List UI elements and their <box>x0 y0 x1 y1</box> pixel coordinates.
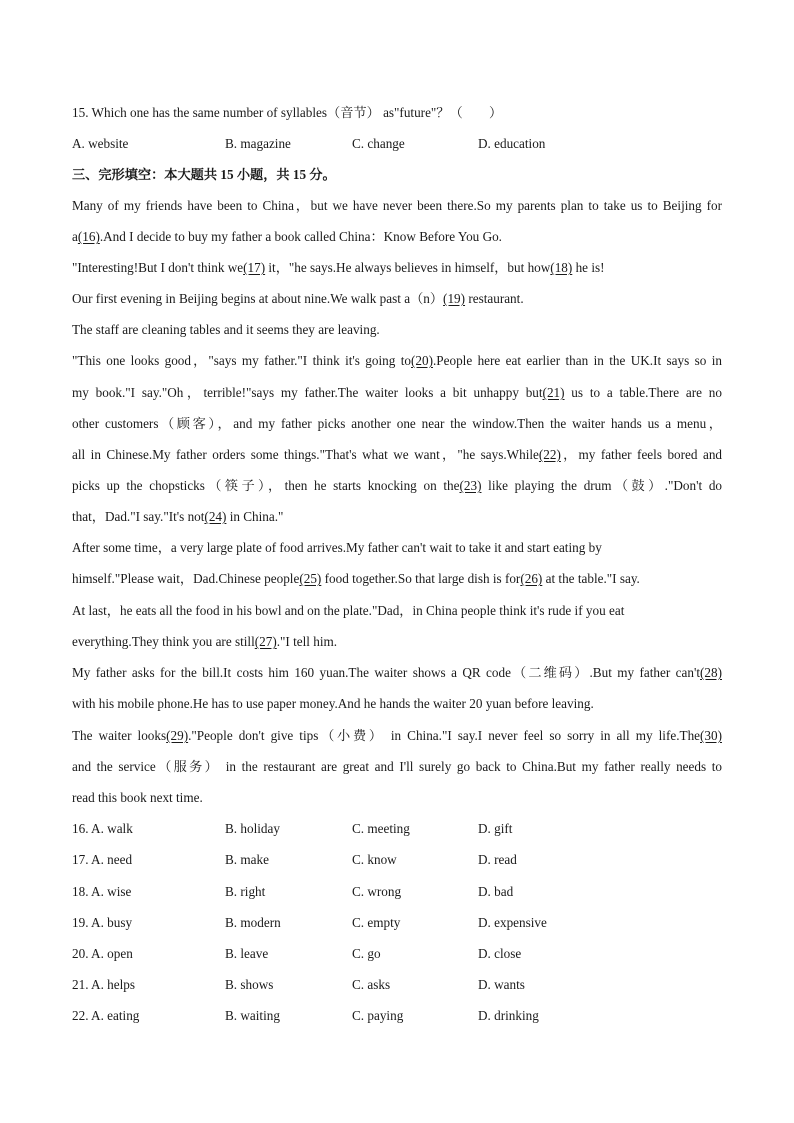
blank-20: (20) <box>411 353 433 368</box>
passage-line: and the service（服务） in the restaurant are great and I'll surely go back to China.But my father really needs to <box>72 759 722 774</box>
question-options-row <box>72 820 722 838</box>
passage-text: us to a table.There are no <box>564 385 722 400</box>
option-c: C. asks <box>352 977 391 992</box>
option-a: 16. A. walk <box>72 821 133 836</box>
passage-text: My father asks for the bill.It costs him 160 yuan.The waiter shows a QR code（二维码）.But my father can't <box>72 665 701 680</box>
option-c: C. meeting <box>352 821 410 836</box>
passage-line <box>72 727 722 745</box>
passage-text: like playing the drum（鼓）."Don't do <box>481 478 723 493</box>
passage-text: The waiter looks <box>72 728 167 743</box>
q15-option-d: D. education <box>478 136 546 151</box>
passage-line: The staff are cleaning tables and it seems they are leaving. <box>72 322 380 337</box>
option-d: D. drinking <box>478 1008 539 1023</box>
passage-line <box>72 352 722 370</box>
blank-26: (26) <box>520 571 543 586</box>
passage-line: read this book next time. <box>72 790 203 805</box>
blank-22: (22) <box>538 447 561 462</box>
passage-line <box>72 228 722 246</box>
option-b: B. shows <box>225 977 274 992</box>
passage-line: At last，he eats all the food in his bowl and on the plate."Dad，in China people think it's rude if you eat <box>72 603 625 618</box>
passage-text: in China." <box>226 509 284 524</box>
passage-text: my book."I say."Oh，terrible!"says my father.The waiter looks a bit unhappy but <box>72 385 543 400</box>
option-a: 17. A. need <box>72 852 133 867</box>
blank-29: (29) <box>166 728 189 743</box>
passage-line: Many of my friends have been to China，but we have never been there.So my parents plan to take us to Beijing for <box>72 198 722 213</box>
option-c: C. know <box>352 852 397 867</box>
passage-text: at the table."I say. <box>542 571 640 586</box>
q15-question: 15. Which one has the same number of syllables（音节） as"future"？（ ） <box>72 105 503 120</box>
option-c: C. wrong <box>352 884 402 899</box>
q15-option-b: B. magazine <box>225 136 291 151</box>
passage-line <box>72 384 722 402</box>
option-d: D. expensive <box>478 915 547 930</box>
passage-line <box>72 477 722 495</box>
passage-line <box>72 664 722 682</box>
option-a: 20. A. open <box>72 946 133 961</box>
option-c: C. go <box>352 946 381 961</box>
option-c: C. empty <box>352 915 401 930</box>
passage-text: restaurant. <box>465 291 524 306</box>
option-a: 22. A. eating <box>72 1008 140 1023</box>
option-a: 18. A. wise <box>72 884 132 899</box>
option-c: C. paying <box>352 1008 404 1023</box>
passage-line: other customers（顾客），and my father picks another one near the window.Then the waiter hands us a menu， <box>72 416 722 431</box>
blank-21: (21) <box>542 385 565 400</box>
option-d: D. read <box>478 852 517 867</box>
passage-text: Our first evening in Beijing begins at about nine.We walk past a（n） <box>72 291 444 306</box>
blank-25: (25) <box>299 571 322 586</box>
passage-text: "Interesting!But I don't think we <box>72 260 244 275</box>
q15-option-c: C. change <box>352 136 405 151</box>
question-options-row <box>72 976 722 994</box>
passage-line: with his mobile phone.He has to use paper money.And he hands the waiter 20 yuan before leaving. <box>72 696 594 711</box>
passage-text: it，"he says.He always believes in himself，but how <box>265 260 551 275</box>
option-b: B. modern <box>225 915 281 930</box>
option-a: 19. A. busy <box>72 915 133 930</box>
option-b: B. leave <box>225 946 269 961</box>
passage-line <box>72 290 722 308</box>
option-a: 21. A. helps <box>72 977 136 992</box>
passage-text: he is! <box>572 260 605 275</box>
option-b: B. right <box>225 884 266 899</box>
blank-27: (27) <box>254 634 277 649</box>
passage-text: himself."Please wait，Dad.Chinese people <box>72 571 300 586</box>
option-b: B. make <box>225 852 269 867</box>
passage-text: all in Chinese.My father orders some things."That's what we want，"he says.While <box>72 447 539 462</box>
blank-30: (30) <box>700 728 722 743</box>
question-options-row <box>72 914 722 932</box>
option-d: D. bad <box>478 884 514 899</box>
passage-text: .People here eat earlier than in the UK.It says so in <box>432 353 722 368</box>
option-d: D. close <box>478 946 522 961</box>
passage-text: "This one looks good，"says my father."I think it's going to <box>72 353 411 368</box>
blank-16: (16) <box>77 229 100 244</box>
option-d: D. wants <box>478 977 525 992</box>
question-options-row <box>72 851 722 869</box>
q15-options <box>72 135 722 153</box>
passage-line <box>72 508 722 526</box>
passage-text: that，Dad."I say."It's not <box>72 509 205 524</box>
passage-line <box>72 446 722 464</box>
option-b: B. waiting <box>225 1008 280 1023</box>
passage-line: After some time，a very large plate of food arrives.My father can't wait to take it and start eating by <box>72 540 602 555</box>
passage-text: food together.So that large dish is for <box>321 571 521 586</box>
passage-line <box>72 259 722 277</box>
passage-text: ，my father feels bored and <box>560 447 723 462</box>
option-b: B. holiday <box>225 821 280 836</box>
question-options-row <box>72 945 722 963</box>
q15-option-a: A. website <box>72 136 129 151</box>
blank-28: (28) <box>700 665 722 680</box>
passage-text: ."I tell him. <box>276 634 338 649</box>
question-options-row <box>72 1007 722 1025</box>
question-options-row <box>72 883 722 901</box>
passage-text: picks up the chopsticks（筷子），then he starts knocking on the <box>72 478 460 493</box>
option-d: D. gift <box>478 821 513 836</box>
blank-24: (24) <box>204 509 227 524</box>
passage-text: a <box>72 229 78 244</box>
passage-text: everything.They think you are still <box>72 634 255 649</box>
passage-text: .And I decide to buy my father a book called China：Know Before You Go. <box>99 229 502 244</box>
passage-text: ."People don't give tips（小费） in China."I say.I never feel so sorry in all my life.The <box>188 728 701 743</box>
passage-line <box>72 633 722 651</box>
blank-17: (17) <box>243 260 266 275</box>
section-heading: 三、完形填空：本大题共 15 小题，共 15 分。 <box>72 167 336 182</box>
blank-19: (19) <box>443 291 466 306</box>
blank-23: (23) <box>459 478 482 493</box>
blank-18: (18) <box>550 260 573 275</box>
passage-line <box>72 570 722 588</box>
